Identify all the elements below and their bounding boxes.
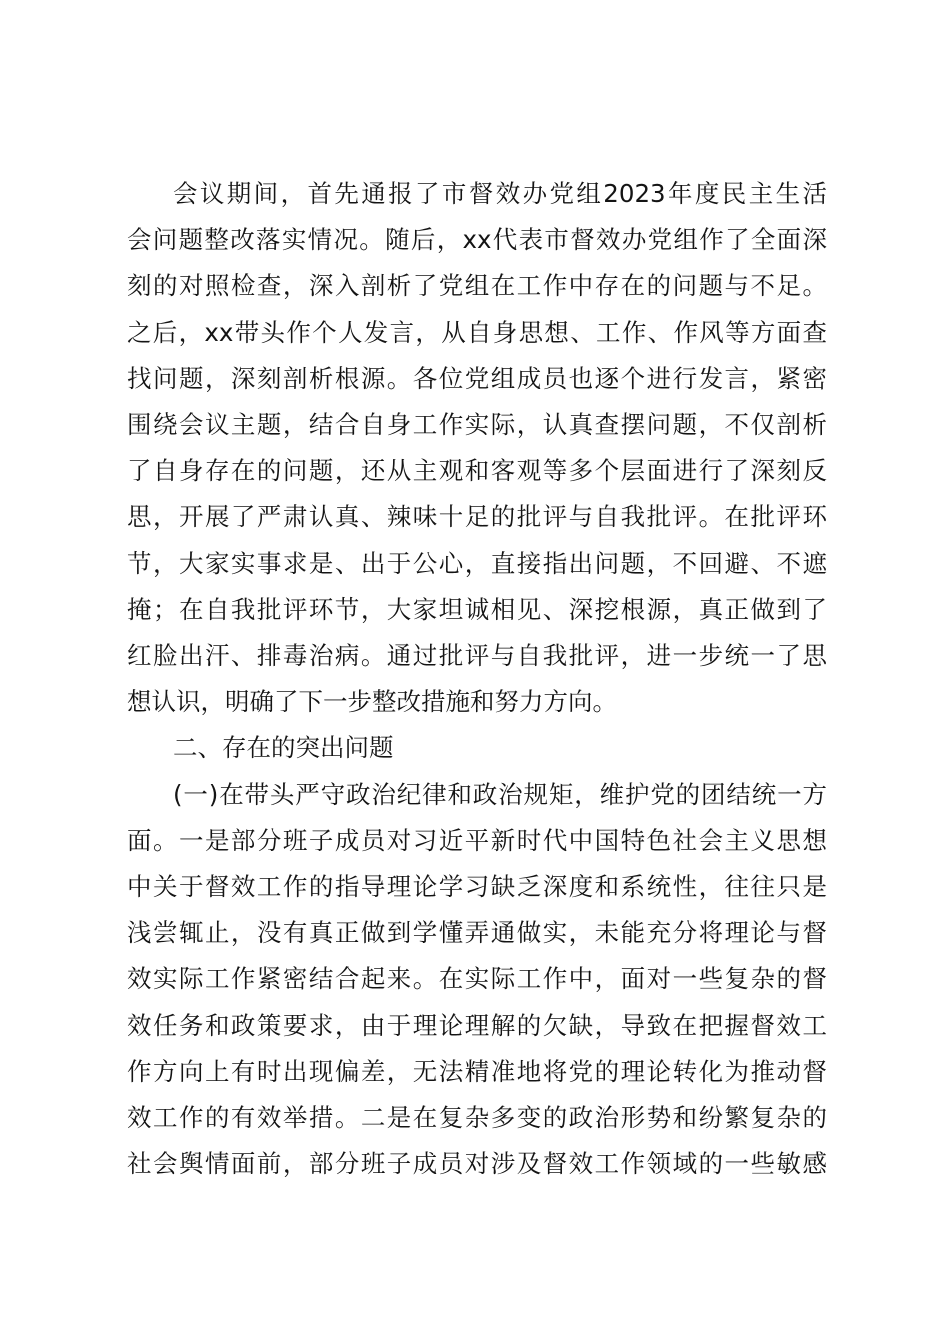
text-line: 思，开展了严肃认真、辣味十足的批评与自我批评。在批评环 — [127, 502, 827, 532]
text-line: 中关于督效工作的指导理论学习缺乏深度和系统性，往往只是 — [127, 872, 827, 902]
text-line: 社会舆情面前，部分班子成员对涉及督效工作领域的一些敏感 — [127, 1149, 827, 1179]
text-line: 围绕会议主题，结合自身工作实际，认真查摆问题，不仅剖析 — [127, 410, 827, 440]
text-line: 面。一是部分班子成员对习近平新时代中国特色社会主义思想 — [127, 825, 827, 855]
text-line: (一)在带头严守政治纪律和政治规矩，维护党的团结统一方 — [173, 779, 827, 809]
text-line: 会议期间，首先通报了市督效办党组2023年度民主生活 — [173, 179, 827, 208]
text-line: 找问题，深刻剖析根源。各位党组成员也逐个进行发言，紧密 — [127, 363, 827, 393]
text-line: 红脸出汗、排毒治病。通过批评与自我批评，进一步统一了思 — [127, 641, 827, 671]
text-line: 效任务和政策要求，由于理论理解的欠缺，导致在把握督效工 — [127, 1010, 827, 1040]
text-line: 掩；在自我批评环节，大家坦诚相见、深挖根源，真正做到了 — [127, 594, 827, 624]
paragraph-problems — [127, 772, 827, 1188]
text-line: 作方向上有时出现偏差，无法精准地将党的理论转化为推动督 — [127, 1056, 827, 1086]
text-line: 效工作的有效举措。二是在复杂多变的政治形势和纷繁复杂的 — [127, 1103, 827, 1133]
text-line: 了自身存在的问题，还从主观和客观等多个层面进行了深刻反 — [127, 456, 827, 486]
document-body — [127, 171, 827, 1187]
text-line: 之后，xx带头作个人发言，从自身思想、工作、作风等方面查 — [127, 317, 827, 347]
text-line: 节，大家实事求是、出于公心，直接指出问题，不回避、不遮 — [127, 548, 827, 578]
section-heading-text: 二、存在的突出问题 — [173, 733, 394, 763]
paragraph-meeting-summary — [127, 171, 827, 725]
text-line: 会问题整改落实情况。随后，xx代表市督效办党组作了全面深 — [127, 225, 827, 255]
text-line: 想认识，明确了下一步整改措施和努力方向。 — [127, 687, 617, 717]
text-line: 刻的对照检查，深入剖析了党组在工作中存在的问题与不足。 — [127, 271, 827, 301]
text-line: 效实际工作紧密结合起来。在实际工作中，面对一些复杂的督 — [127, 964, 827, 994]
text-line: 浅尝辄止，没有真正做到学懂弄通做实，未能充分将理论与督 — [127, 918, 827, 948]
section-heading — [127, 725, 827, 771]
